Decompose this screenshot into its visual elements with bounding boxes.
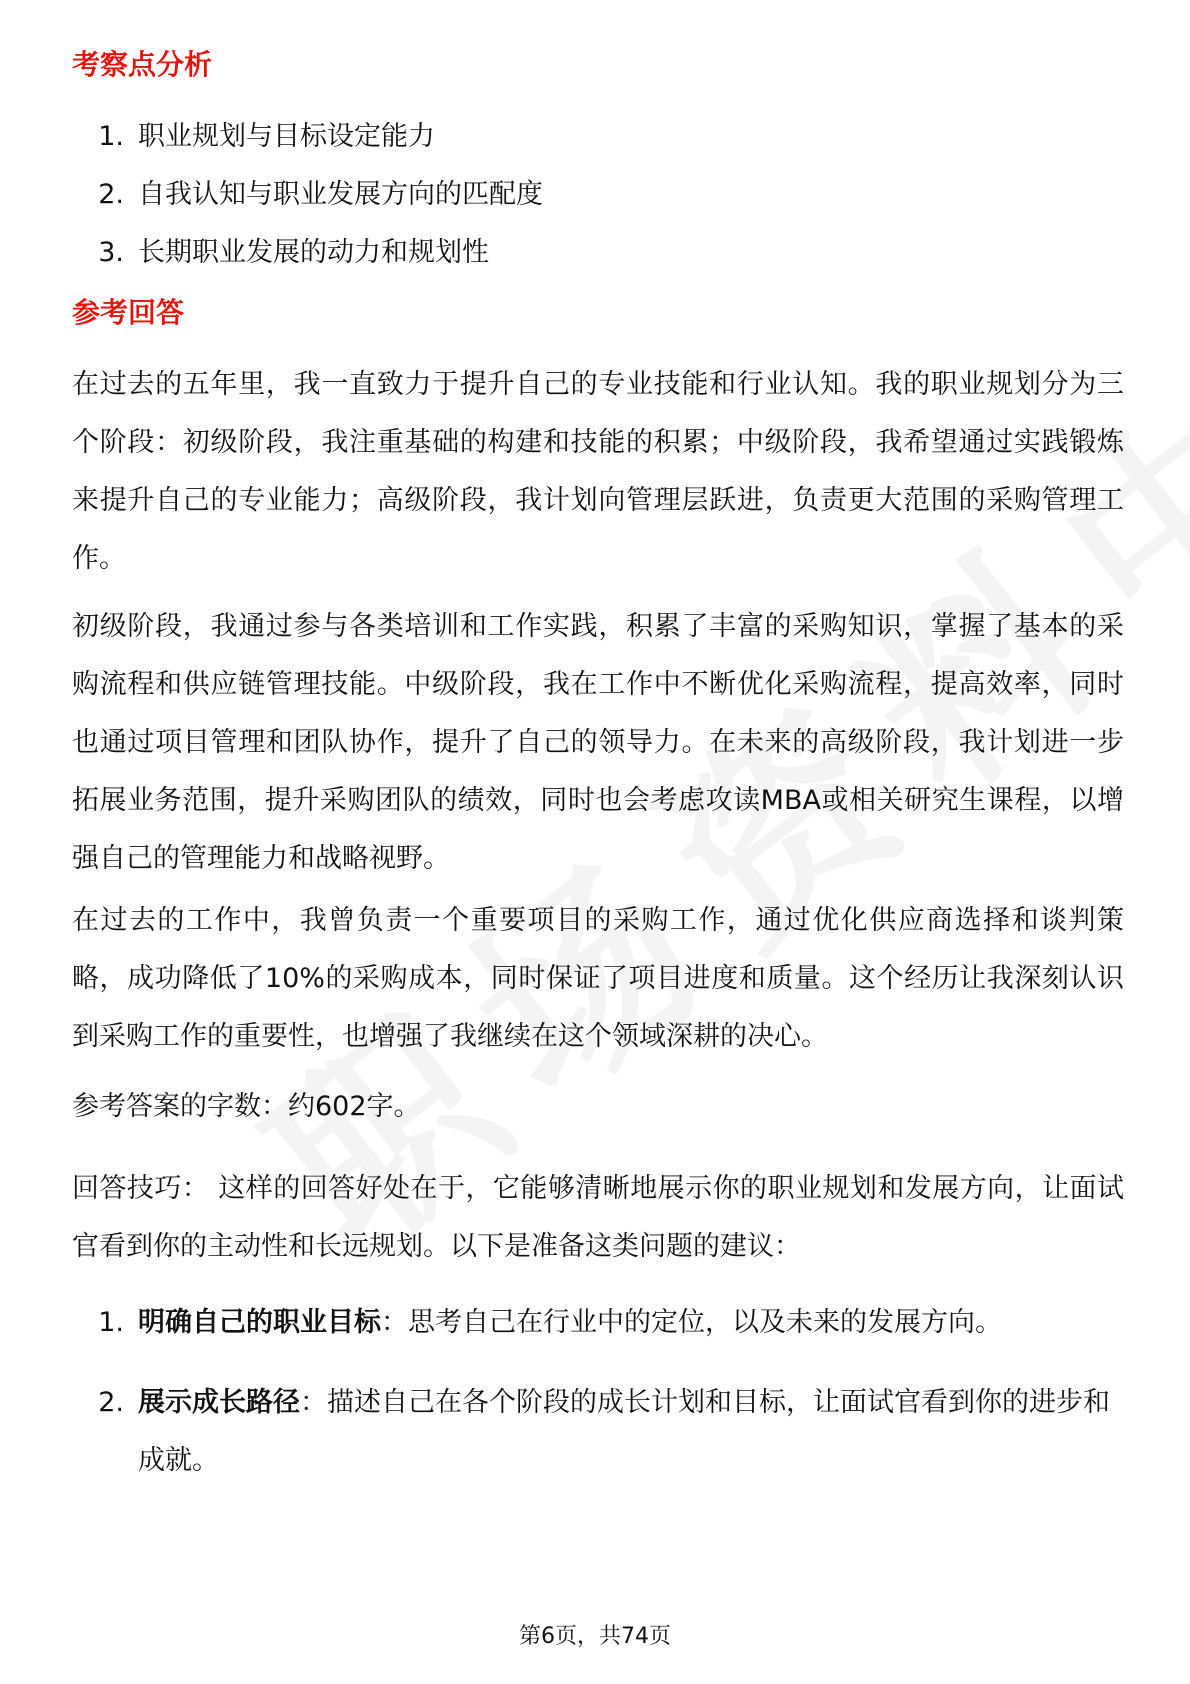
answer-heading: 参考回答 [72,296,185,329]
analysis-list [72,108,1122,282]
answer-paragraph-3: 在过去的工作中，我曾负责一个重要项目的采购工作，通过优化供应商选择和谈判策略，成功降低了10%的采购成本，同时保证了项目进度和质量。这个经历让我深刻认识到采购工作的重要性，也增强了我继续在这个领域深耕的决心。 [72,905,1124,1052]
tips-list [72,1294,1122,1352]
word-count: 参考答案的字数：约602字。 [72,1091,421,1122]
answer-paragraph-2: 初级阶段，我通过参与各类培训和工作实践，积累了丰富的采购知识，掌握了基本的采购流程和供应链管理技能。中级阶段，我在工作中不断优化采购流程，提高效率，同时也通过项目管理和团队协作，提升了自己的领导力。在未来的高级阶段，我计划进一步拓展业务范围，提升采购团队的绩效，同时也会考虑攻读MBA或相关研究生课程，以增强自己的管理能力和战略视野。 [72,611,1124,874]
list-item: 3. 长期职业发展的动力和规划性 [98,237,489,268]
answer-paragraph-1: 在过去的五年里，我一直致力于提升自己的专业技能和行业认知。我的职业规划分为三个阶段：初级阶段，我注重基础的构建和技能的积累；中级阶段，我希望通过实践锻炼来提升自己的专业能力；高级阶段，我计划向管理层跃进，负责更大范围的采购管理工作。 [72,369,1124,574]
tips-list-2 [72,1374,1122,1490]
list-item: 2. 展示成长路径：描述自己在各个阶段的成长计划和目标，让面试官看到你的进步和成就。 [98,1387,1110,1476]
analysis-heading: 考察点分析 [72,48,213,81]
list-item: 2. 自我认知与职业发展方向的匹配度 [98,179,543,210]
list-item: 1. 职业规划与目标设定能力 [98,121,435,152]
list-item: 1. 明确自己的职业目标：思考自己在行业中的定位，以及未来的发展方向。 [98,1307,1002,1338]
tips-intro: 回答技巧： 这样的回答好处在于，它能够清晰地展示你的职业规划和发展方向，让面试官看到你的主动性和长远规划。以下是准备这类问题的建议： [72,1173,1124,1262]
page-number: 第6页，共74页 [519,1624,671,1649]
